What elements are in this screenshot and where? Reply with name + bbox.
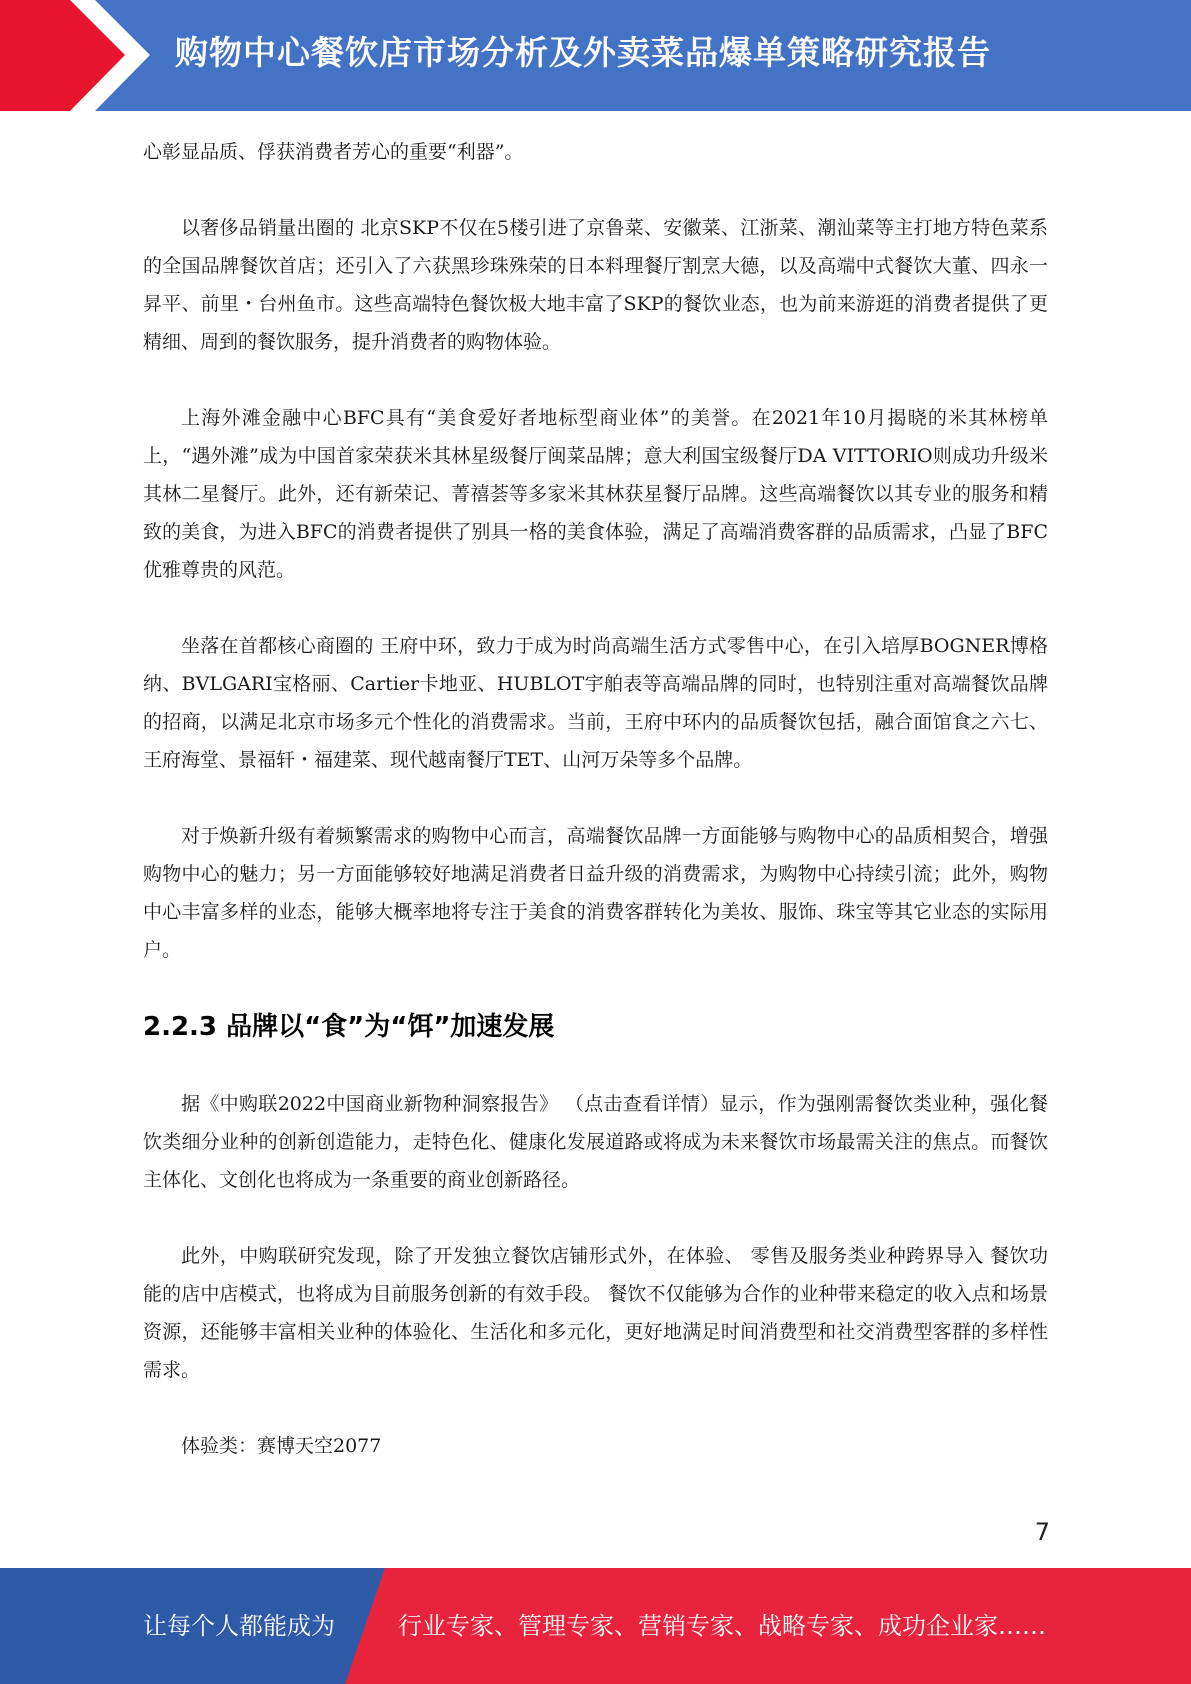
paragraph-summary: 对于焕新升级有着频繁需求的购物中心而言，高端餐饮品牌一方面能够与购物中心的品质相契合，增强购物中心的魅力；另一方面能够较好地满足消费者日益升级的消费需求，为购物中心持续引流；此外，购物中心丰富多样的业态，能够大概率地将专注于美食的消费客群转化为美妆、服饰、珠宝等其它业态的实际用户。 <box>143 825 1048 961</box>
paragraph-store-in-store: 此外，中购联研究发现，除了开发独立餐饮店铺形式外，在体验、 零售及服务类业种跨界导入 餐饮功能的店中店模式，也将成为目前服务创新的有效手段。 餐饮不仅能够为合作的业种带来稳定的收入点和场景资源，还能够丰富相关业种的体验化、生活化和多元化，更好地满足时间消费型和社交消费型客群的多样性需求。 <box>143 1245 1048 1381</box>
section-heading: 2.2.3 品牌以“食”为“饵”加速发展 <box>143 1012 555 1042</box>
report-title: 购物中心餐饮店市场分析及外卖菜品爆单策略研究报告 <box>175 33 991 72</box>
page-header <box>0 0 1191 111</box>
paragraph-experience-type: 体验类：赛博天空2077 <box>181 1435 382 1457</box>
paragraph-skp: 以奢侈品销量出圈的 北京SKP不仅在5楼引进了京鲁菜、安徽菜、江浙菜、潮汕菜等主打地方特色菜系的全国品牌餐饮首店；还引入了六获黑珍珠殊荣的日本料理餐厅割烹大德，以及高端中式餐饮大董、四永一昇平、前里・台州鱼市。这些高端特色餐饮极大地丰富了SKP的餐饮业态，也为前来游逛的消费者提供了更精细、周到的餐饮服务，提升消费者的购物体验。 <box>143 217 1048 353</box>
page-footer <box>0 1568 1191 1684</box>
paragraph-report-reference: 据《中购联2022中国商业新物种洞察报告》 （点击查看详情）显示，作为强刚需餐饮类业种，强化餐饮类细分业种的创新创造能力，走特色化、健康化发展道路或将成为未来餐饮市场最需关注的焦点。而餐饮主体化、文创化也将成为一条重要的商业创新路径。 <box>143 1093 1048 1191</box>
document-body <box>143 133 1048 1503</box>
footer-slogan-right: 行业专家、管理专家、营销专家、战略专家、成功企业家…… <box>398 1612 1046 1640</box>
paragraph-wangfu: 坐落在首都核心商圈的 王府中环，致力于成为时尚高端生活方式零售中心，在引入培厚BOGNER博格纳、BVLGARI宝格丽、Cartier卡地亚、HUBLOT宇舶表等高端品牌的同时，也特别注重对高端餐饮品牌的招商，以满足北京市场多元个性化的消费需求。当前，王府中环内的品质餐饮包括，融合面馆食之六七、王府海堂、景福轩・福建菜、现代越南餐厅TET、山河万朵等多个品牌。 <box>143 635 1048 771</box>
paragraph-bfc: 上海外滩金融中心BFC具有“美食爱好者地标型商业体”的美誉。在2021年10月揭晓的米其林榜单上，“遇外滩”成为中国首家荣获米其林星级餐厅闽菜品牌；意大利国宝级餐厅DA VITTORIO则成功升级米其林二星餐厅。此外，还有新荣记、菁禧荟等多家米其林获星餐厅品牌。这些高端餐饮以其专业的服务和精致的美食，为进入BFC的消费者提供了别具一格的美食体验，满足了高端消费客群的品质需求，凸显了BFC优雅尊贵的风范。 <box>143 407 1048 581</box>
footer-slogan-left: 让每个人都能成为 <box>143 1612 335 1640</box>
page-number: 7 <box>1034 1518 1050 1546</box>
paragraph-continuation: 心彰显品质、俘获消费者芳心的重要“利器”。 <box>143 141 524 163</box>
